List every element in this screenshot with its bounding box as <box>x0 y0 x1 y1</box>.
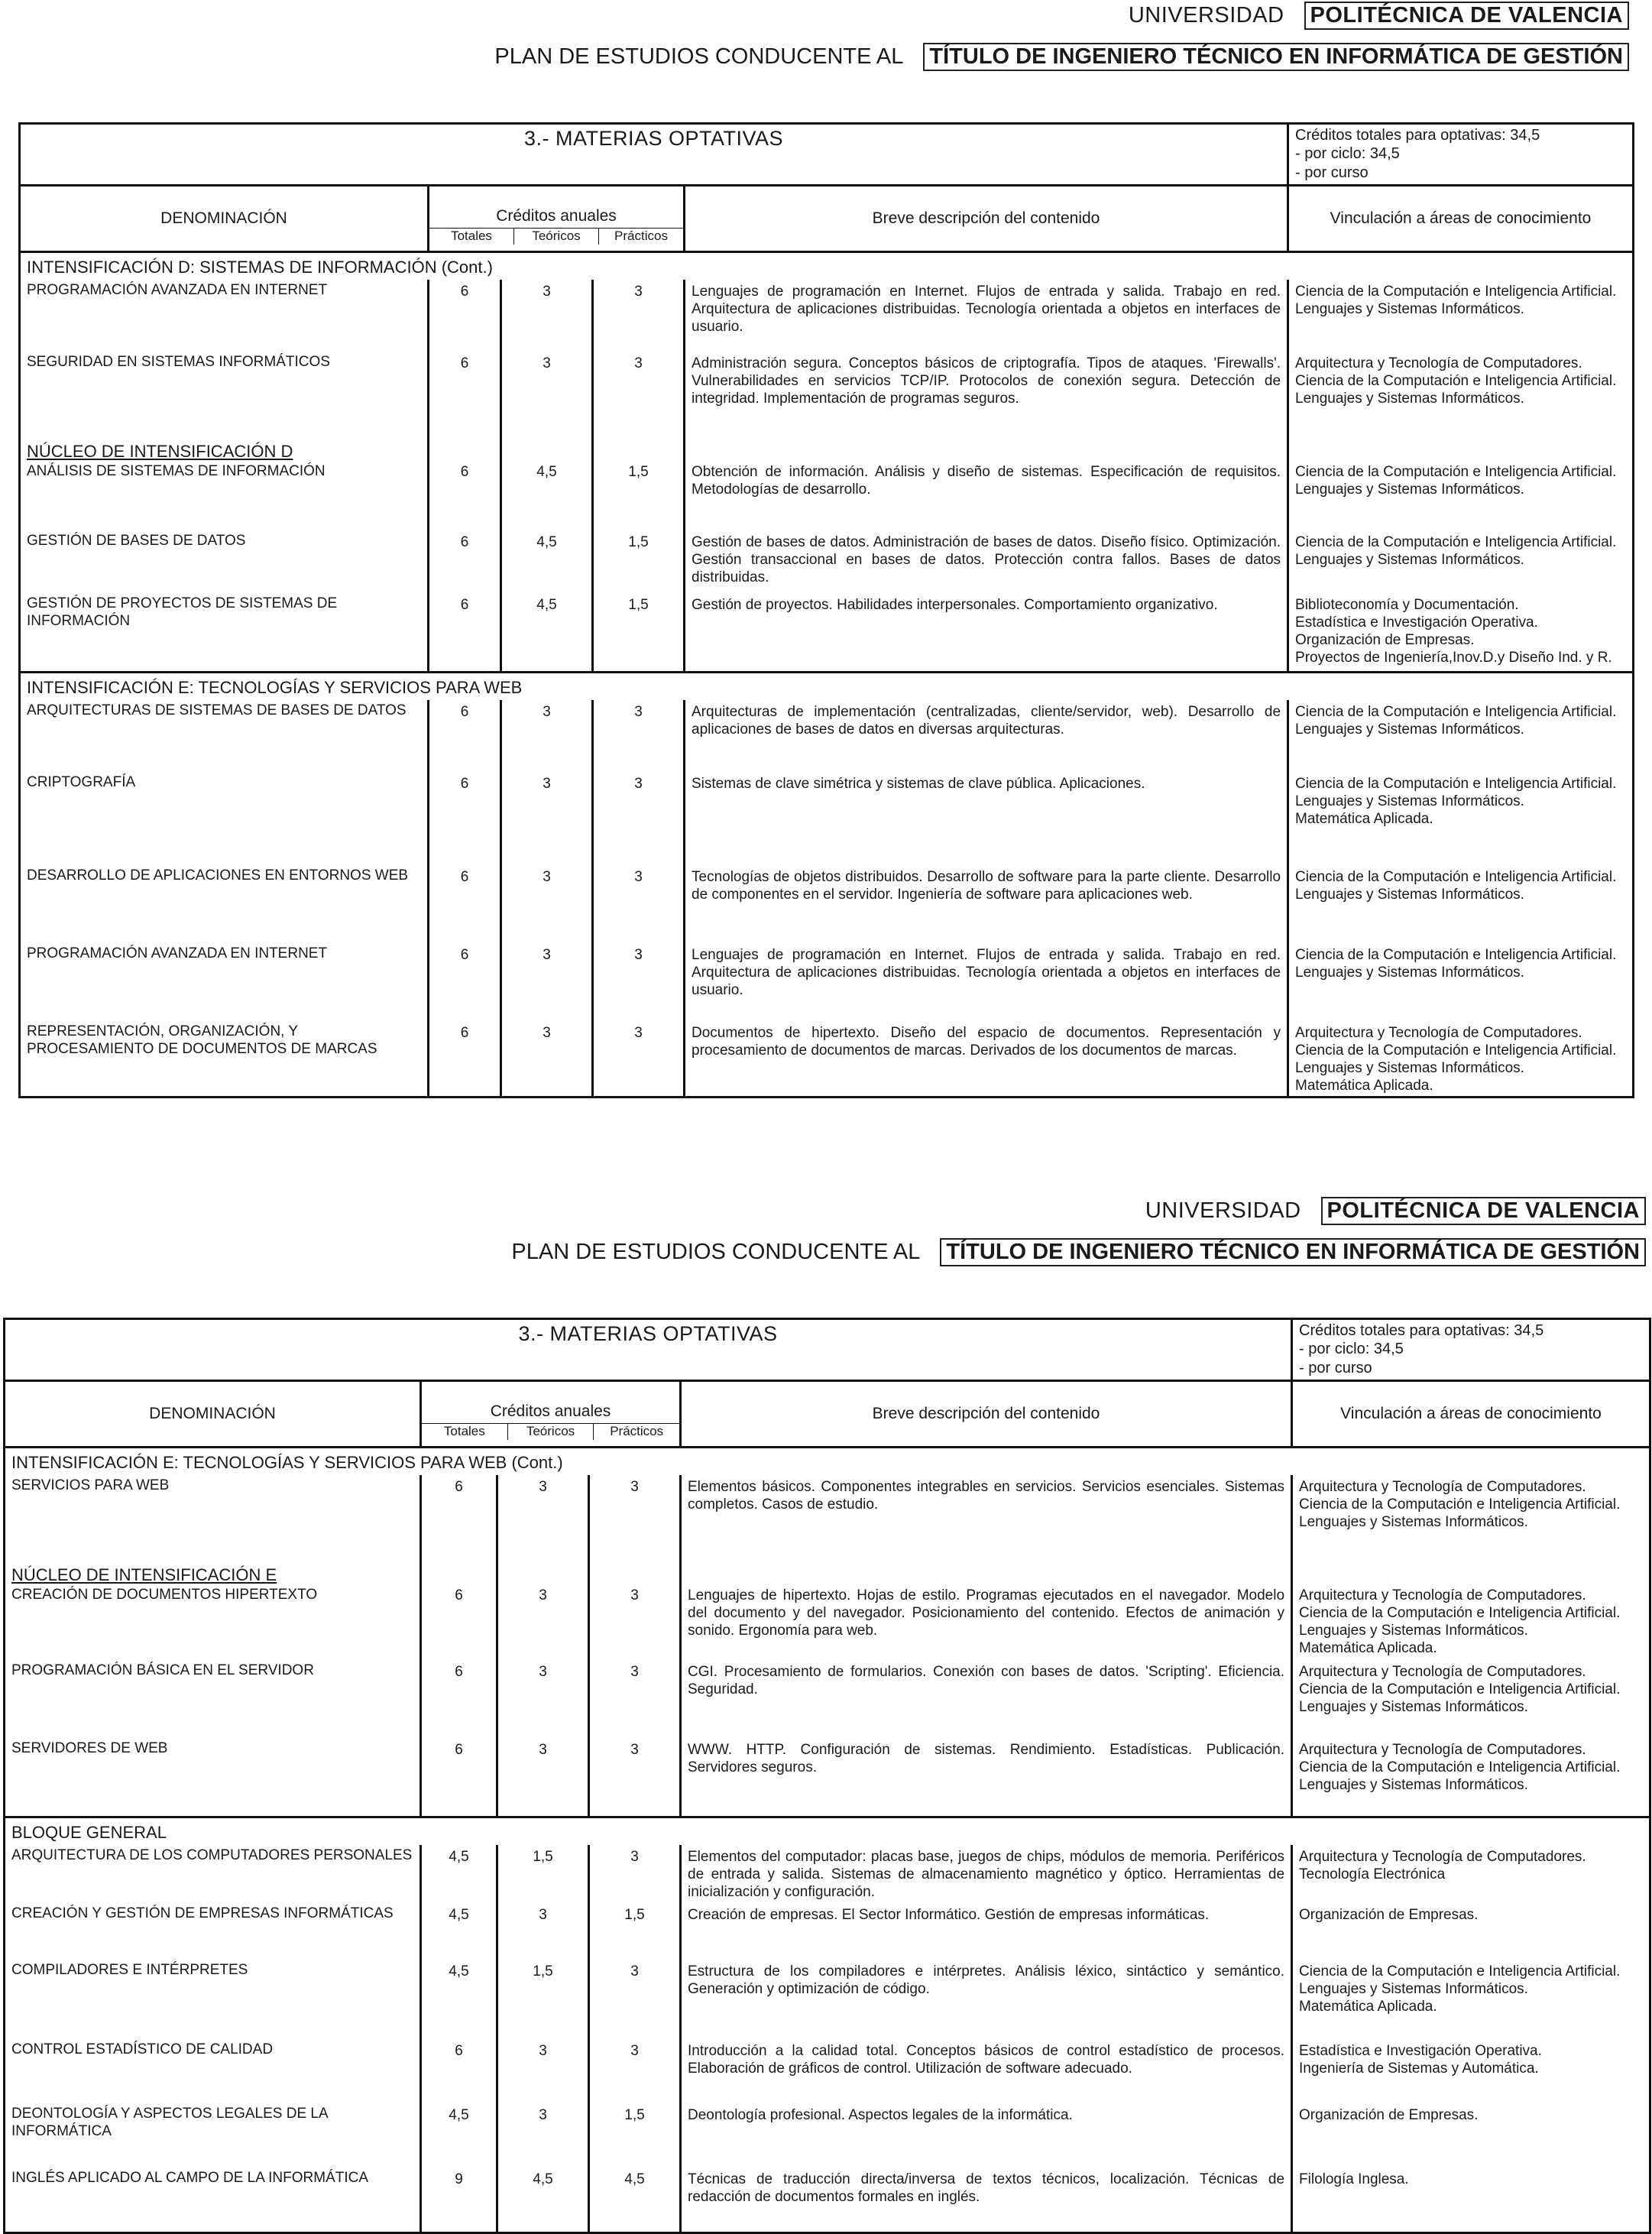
table-row <box>5 1845 1650 1903</box>
credit-teo: 1,5 <box>497 1960 589 2039</box>
creditos-line2: - por ciclo: 34,5 <box>1299 1341 1404 1358</box>
credit-tot: 6 <box>429 352 501 423</box>
area-line: Lenguajes y Sistemas Informáticos. <box>1299 1514 1528 1531</box>
course-name-cell <box>20 280 429 352</box>
area-line: Lenguajes y Sistemas Informáticos. <box>1299 1699 1528 1716</box>
credit-tot: 4,5 <box>421 2103 497 2168</box>
knowledge-areas <box>1292 2039 1650 2103</box>
area-line: Lenguajes y Sistemas Informáticos. <box>1295 793 1524 809</box>
course-name: SERVIDORES DE WEB <box>11 1740 168 1756</box>
credit-tot: 6 <box>429 1021 501 1098</box>
credit-tot: 6 <box>429 700 501 772</box>
knowledge-areas <box>1292 1660 1650 1738</box>
table-row <box>5 1903 1650 1960</box>
credit-pra: 3 <box>593 280 685 352</box>
nucleo-heading: NÚCLEO DE INTENSIFICACIÓN E <box>11 1564 277 1584</box>
university-name: POLITÉCNICA DE VALENCIA <box>1321 1197 1646 1225</box>
course-name: INGLÉS APLICADO AL CAMPO DE LA INFORMÁTICA <box>11 2169 369 2186</box>
course-name-cell <box>5 2103 421 2168</box>
course-name: CREACIÓN DE DOCUMENTOS HIPERTEXTO <box>11 1586 318 1603</box>
course-name-cell <box>20 772 429 865</box>
column-header-row <box>20 186 1634 252</box>
creditos-line1: Créditos totales para optativas: 34,5 <box>1299 1322 1544 1339</box>
area-line: Organización de Empresas. <box>1295 632 1475 649</box>
area-line: Ciencia de la Computación e Inteligencia Artificial. <box>1295 533 1617 550</box>
creditos-line2: - por ciclo: 34,5 <box>1295 145 1400 163</box>
credit-teo: 3 <box>497 1660 589 1738</box>
course-description: Tecnologías de objetos distribuidos. Desarrollo de software para la parte cliente. Desarrollo de componentes en el servidor. Ingeniería de software para aplicaciones web. <box>685 865 1288 943</box>
credit-teo: 1,5 <box>497 1845 589 1903</box>
section-header-row <box>5 1817 1650 1844</box>
course-name-cell <box>20 593 429 673</box>
knowledge-areas <box>1292 1738 1650 1817</box>
course-description: Obtención de información. Análisis y diseño de sistemas. Especificación de requisitos. Metodologías de desarrollo. <box>685 423 1288 530</box>
course-name-cell <box>5 2039 421 2103</box>
plan-title: TÍTULO DE INGENIERO TÉCNICO EN INFORMÁTICA DE GESTIÓN <box>940 1238 1646 1266</box>
credit-teo: 3 <box>497 1547 589 1660</box>
course-name-cell <box>20 865 429 943</box>
course-name-cell <box>5 1660 421 1738</box>
course-description: Lenguajes de hipertexto. Hojas de estilo. Programas ejecutados en el navegador. Modelo del documento y del navegador. Posicionamiento del contenido. Efectos de animación y sonido. Ergonomía para web. <box>681 1547 1292 1660</box>
course-name-cell <box>20 530 429 593</box>
page-1 <box>0 0 1652 1094</box>
course-name: DEONTOLOGÍA Y ASPECTOS LEGALES DE LA INFORMÁTICA <box>11 2105 328 2139</box>
knowledge-areas <box>1288 593 1634 673</box>
table-row <box>5 1960 1650 2039</box>
credit-tot: 6 <box>429 943 501 1021</box>
subheader-teoricos: Teóricos <box>507 1424 594 1440</box>
col-descripcion: Breve descripción del contenido <box>681 1381 1292 1448</box>
area-line: Arquitectura y Tecnología de Computadores. <box>1299 1663 1586 1680</box>
course-description: Administración segura. Conceptos básicos de criptografía. Tipos de ataques. 'Firewalls'. Vulnerabilidades en servicios TCP/IP. Protocolos de conexión segura. Detección de integridad. Implementación de programas seguros. <box>685 352 1288 423</box>
table-row <box>5 1738 1650 1817</box>
area-line: Ciencia de la Computación e Inteligencia Artificial. <box>1299 1963 1621 1979</box>
course-name: ANÁLISIS DE SISTEMAS DE INFORMACIÓN <box>27 462 326 479</box>
course-name-cell <box>5 1960 421 2039</box>
course-name: SEGURIDAD EN SISTEMAS INFORMÁTICOS <box>27 353 330 370</box>
section-title: INTENSIFICACIÓN D: SISTEMAS DE INFORMACIÓN (Cont.) <box>20 252 1634 280</box>
credit-pra: 1,5 <box>589 2103 681 2168</box>
creditos-anuales-label: Créditos anuales <box>496 207 617 225</box>
col-denominacion: DENOMINACIÓN <box>5 1381 421 1448</box>
col-denominacion: DENOMINACIÓN <box>20 186 429 252</box>
area-line: Proyectos de Ingeniería,Inov.D.y Diseño Ind. y R. <box>1295 650 1612 666</box>
section-title: INTENSIFICACIÓN E: TECNOLOGÍAS Y SERVICIOS PARA WEB <box>20 672 1634 699</box>
course-description: Elementos del computador: placas base, juegos de chips, módulos de memoria. Periféricos de entrada y salida. Sistemas de almacenamiento magnético y óptico. Herramientas de inicialización y configuración. <box>681 1845 1292 1903</box>
knowledge-areas <box>1288 423 1634 530</box>
area-line: Arquitectura y Tecnología de Computadores. <box>1299 1848 1586 1865</box>
course-name-cell <box>5 1845 421 1903</box>
plan-header <box>511 1238 1646 1266</box>
credit-pra: 3 <box>593 1021 685 1098</box>
creditos-line3: - por curso <box>1299 1359 1372 1376</box>
subheader-teoricos: Teóricos <box>513 229 598 245</box>
course-name-cell <box>20 700 429 772</box>
section-header-row <box>5 1448 1650 1475</box>
optativas-table <box>3 1318 1651 2234</box>
title-row <box>20 124 1634 186</box>
credit-tot: 4,5 <box>421 1960 497 2039</box>
course-description: Deontología profesional. Aspectos legales de la informática. <box>681 2103 1292 2168</box>
creditos-line3: - por curso <box>1295 164 1369 181</box>
course-name: CREACIÓN Y GESTIÓN DE EMPRESAS INFORMÁTICAS <box>11 1905 394 1921</box>
table-row <box>5 1475 1650 1547</box>
course-name: CRIPTOGRAFÍA <box>27 773 136 790</box>
credit-pra: 1,5 <box>593 423 685 530</box>
area-line: Lenguajes y Sistemas Informáticos. <box>1299 1980 1528 1997</box>
credit-tot: 6 <box>421 2039 497 2103</box>
credit-tot: 6 <box>429 530 501 593</box>
creditos-anuales-label: Créditos anuales <box>490 1402 611 1420</box>
optativas-table <box>18 122 1634 1098</box>
col-descripcion: Breve descripción del contenido <box>685 186 1288 252</box>
subheader-practicos: Prácticos <box>598 229 683 245</box>
credit-pra: 3 <box>589 1960 681 2039</box>
table-title: 3.- MATERIAS OPTATIVAS <box>5 1319 1292 1381</box>
area-line: Matemática Aplicada. <box>1295 1078 1433 1094</box>
course-name-cell <box>5 2168 421 2233</box>
credit-teo: 3 <box>501 1021 593 1098</box>
area-line: Biblioteconomía y Documentación. <box>1295 596 1519 613</box>
credit-tot: 6 <box>429 423 501 530</box>
table-row <box>5 1547 1650 1660</box>
course-description: Sistemas de clave simétrica y sistemas de clave pública. Aplicaciones. <box>685 772 1288 865</box>
col-vinculacion: Vinculación a áreas de conocimiento <box>1288 186 1634 252</box>
knowledge-areas <box>1292 1960 1650 2039</box>
credit-pra: 3 <box>593 700 685 772</box>
table-row <box>20 1021 1634 1098</box>
area-line: Ciencia de la Computación e Inteligencia Artificial. <box>1295 775 1617 792</box>
credit-tot: 6 <box>429 772 501 865</box>
credit-tot: 6 <box>429 280 501 352</box>
knowledge-areas <box>1288 943 1634 1021</box>
credit-pra: 3 <box>589 1547 681 1660</box>
area-line: Estadística e Investigación Operativa. <box>1295 614 1538 631</box>
credit-pra: 3 <box>589 1660 681 1738</box>
credit-tot: 6 <box>421 1475 497 1547</box>
table-row <box>20 700 1634 772</box>
course-name: CONTROL ESTADÍSTICO DE CALIDAD <box>11 2041 274 2057</box>
credit-tot: 6 <box>429 593 501 673</box>
area-line: Lenguajes y Sistemas Informáticos. <box>1295 481 1524 498</box>
area-line: Ciencia de la Computación e Inteligencia Artificial. <box>1295 703 1617 720</box>
area-line: Lenguajes y Sistemas Informáticos. <box>1299 1623 1528 1639</box>
area-line: Matemática Aplicada. <box>1299 1999 1437 2015</box>
course-description: Lenguajes de programación en Internet. Flujos de entrada y salida. Trabajo en red. Arquitectura de aplicaciones distribuidas. Tecnología orientada a objetos en interfaces de usuario. <box>685 280 1288 352</box>
credit-teo: 4,5 <box>501 423 593 530</box>
credit-tot: 4,5 <box>421 1845 497 1903</box>
knowledge-areas <box>1288 1021 1634 1098</box>
section-title: BLOQUE GENERAL <box>5 1817 1650 1844</box>
area-line: Lenguajes y Sistemas Informáticos. <box>1295 721 1524 738</box>
course-description: Lenguajes de programación en Internet. Flujos de entrada y salida. Trabajo en red. Arquitectura de aplicaciones distribuidas. Tecnología orientada a objetos en interfaces de usuario. <box>685 943 1288 1021</box>
area-line: Ciencia de la Computación e Inteligencia Artificial. <box>1295 868 1617 885</box>
knowledge-areas <box>1288 352 1634 423</box>
credit-teo: 3 <box>497 1903 589 1960</box>
plan-label: PLAN DE ESTUDIOS CONDUCENTE AL <box>494 44 904 69</box>
knowledge-areas <box>1292 1547 1650 1660</box>
nucleo-heading: NÚCLEO DE INTENSIFICACIÓN D <box>27 441 293 461</box>
credit-teo: 3 <box>501 772 593 865</box>
col-creditos <box>429 186 685 252</box>
credit-teo: 4,5 <box>501 530 593 593</box>
knowledge-areas <box>1288 772 1634 865</box>
credit-teo: 3 <box>501 943 593 1021</box>
area-line: Lenguajes y Sistemas Informáticos. <box>1295 552 1524 568</box>
credit-teo: 3 <box>501 865 593 943</box>
credit-tot: 6 <box>421 1660 497 1738</box>
course-name-cell <box>20 943 429 1021</box>
knowledge-areas <box>1292 1475 1650 1547</box>
page-2 <box>0 1185 1652 2209</box>
table-row <box>20 943 1634 1021</box>
area-line: Ciencia de la Computación e Inteligencia Artificial. <box>1295 946 1617 963</box>
subheader-practicos: Prácticos <box>593 1424 679 1440</box>
course-name: ARQUITECTURAS DE SISTEMAS DE BASES DE DATOS <box>27 702 407 718</box>
course-description: Arquitecturas de implementación (centralizadas, cliente/servidor, web). Desarrollo de aplicaciones de bases de datos en diversas arquitecturas. <box>685 700 1288 772</box>
course-description: Técnicas de traducción directa/inversa de textos técnicos, localización. Técnicas de redacción de documentos formales en inglés. <box>681 2168 1292 2233</box>
area-line: Estadística e Investigación Operativa. <box>1299 2042 1542 2059</box>
course-name-cell <box>5 1475 421 1547</box>
course-description: WWW. HTTP. Configuración de sistemas. Rendimiento. Estadísticas. Publicación. Servidores seguros. <box>681 1738 1292 1817</box>
course-description: Gestión de bases de datos. Administración de bases de datos. Diseño físico. Optimización. Gestión transaccional en bases de datos. Protección contra fallos. Bases de datos distribuidas. <box>685 530 1288 593</box>
creditos-subheaders <box>429 228 683 245</box>
area-line: Lenguajes y Sistemas Informáticos. <box>1295 886 1524 903</box>
area-line: Organización de Empresas. <box>1299 2106 1479 2123</box>
credit-teo: 3 <box>501 280 593 352</box>
table-row <box>20 280 1634 352</box>
course-name: REPRESENTACIÓN, ORGANIZACIÓN, Y PROCESAMIENTO DE DOCUMENTOS DE MARCAS <box>27 1023 377 1057</box>
credit-pra: 4,5 <box>589 2168 681 2233</box>
table-row <box>5 2103 1650 2168</box>
area-line: Lenguajes y Sistemas Informáticos. <box>1295 1060 1524 1076</box>
col-creditos <box>421 1381 681 1448</box>
area-line: Arquitectura y Tecnología de Computadores. <box>1295 1024 1582 1041</box>
course-description: Documentos de hipertexto. Diseño del espacio de documentos. Representación y procesamiento de documentos de marcas. Derivados de los documentos de marcas. <box>685 1021 1288 1098</box>
course-name: PROGRAMACIÓN BÁSICA EN EL SERVIDOR <box>11 1662 314 1678</box>
col-vinculacion: Vinculación a áreas de conocimiento <box>1292 1381 1650 1448</box>
area-line: Arquitectura y Tecnología de Computadores. <box>1295 355 1582 371</box>
course-description: Gestión de proyectos. Habilidades interpersonales. Comportamiento organizativo. <box>685 593 1288 673</box>
course-name: SERVICIOS PARA WEB <box>11 1477 170 1493</box>
course-name: PROGRAMACIÓN AVANZADA EN INTERNET <box>27 945 328 961</box>
table-row <box>20 352 1634 423</box>
knowledge-areas <box>1288 280 1634 352</box>
creditos-totales <box>1288 124 1634 186</box>
course-name: GESTIÓN DE BASES DE DATOS <box>27 532 246 549</box>
course-name: ARQUITECTURA DE LOS COMPUTADORES PERSONALES <box>11 1847 413 1863</box>
table-row <box>5 2039 1650 2103</box>
course-name: DESARROLLO DE APLICACIONES EN ENTORNOS WEB <box>27 867 409 884</box>
credit-pra: 1,5 <box>589 1903 681 1960</box>
knowledge-areas <box>1292 2168 1650 2233</box>
table-row <box>5 2168 1650 2233</box>
credit-teo: 3 <box>501 352 593 423</box>
credit-pra: 3 <box>593 352 685 423</box>
credit-tot: 6 <box>421 1547 497 1660</box>
course-name: GESTIÓN DE PROYECTOS DE SISTEMAS DE INFORMACIÓN <box>27 595 338 629</box>
area-line: Filología Inglesa. <box>1299 2171 1409 2187</box>
knowledge-areas <box>1292 1903 1650 1960</box>
credit-teo: 3 <box>497 2039 589 2103</box>
area-line: Ciencia de la Computación e Inteligencia Artificial. <box>1295 283 1617 300</box>
section-title: INTENSIFICACIÓN E: TECNOLOGÍAS Y SERVICIOS PARA WEB (Cont.) <box>5 1448 1650 1475</box>
table-row <box>20 865 1634 943</box>
section-header-row <box>20 672 1634 699</box>
knowledge-areas <box>1288 865 1634 943</box>
subheader-totales: Totales <box>451 229 492 243</box>
knowledge-areas <box>1288 530 1634 593</box>
credit-teo: 3 <box>497 1738 589 1817</box>
credit-tot: 6 <box>429 865 501 943</box>
credit-pra: 3 <box>589 1475 681 1547</box>
area-line: Arquitectura y Tecnología de Computadores. <box>1299 1478 1586 1495</box>
area-line: Organización de Empresas. <box>1299 1906 1479 1923</box>
course-description: Estructura de los compiladores e intérpretes. Análisis léxico, sintáctico y semántico. Generación y optimización de código. <box>681 1960 1292 2039</box>
credit-tot: 6 <box>421 1738 497 1817</box>
credit-pra: 3 <box>593 943 685 1021</box>
area-line: Ciencia de la Computación e Inteligencia Artificial. <box>1299 1759 1621 1775</box>
credit-pra: 3 <box>593 865 685 943</box>
credit-pra: 3 <box>593 772 685 865</box>
column-header-row <box>5 1381 1650 1448</box>
university-label: UNIVERSIDAD <box>1128 3 1284 28</box>
course-name-cell <box>5 1903 421 1960</box>
creditos-line1: Créditos totales para optativas: 34,5 <box>1295 127 1540 144</box>
area-line: Lenguajes y Sistemas Informáticos. <box>1295 391 1524 407</box>
university-header <box>1129 2 1629 30</box>
table-row <box>20 772 1634 865</box>
credit-tot: 4,5 <box>421 1903 497 1960</box>
course-name: PROGRAMACIÓN AVANZADA EN INTERNET <box>27 281 328 298</box>
area-line: Ciencia de la Computación e Inteligencia Artificial. <box>1295 463 1617 480</box>
credit-teo: 3 <box>497 1475 589 1547</box>
table-row <box>20 593 1634 673</box>
course-description: CGI. Procesamiento de formularios. Conexión con bases de datos. 'Scripting'. Eficiencia. Seguridad. <box>681 1660 1292 1738</box>
table-row <box>5 1660 1650 1738</box>
title-row <box>5 1319 1650 1381</box>
creditos-subheaders <box>422 1423 679 1440</box>
table-row <box>20 423 1634 530</box>
credit-teo: 4,5 <box>497 2168 589 2233</box>
knowledge-areas <box>1292 2103 1650 2168</box>
university-name: POLITÉCNICA DE VALENCIA <box>1304 2 1629 30</box>
area-line: Matemática Aplicada. <box>1299 1640 1437 1657</box>
credit-pra: 1,5 <box>593 530 685 593</box>
area-line: Matemática Aplicada. <box>1295 811 1433 827</box>
area-line: Ciencia de la Computación e Inteligencia Artificial. <box>1295 1042 1617 1059</box>
credit-pra: 3 <box>589 2039 681 2103</box>
credit-pra: 3 <box>589 1738 681 1817</box>
course-description: Creación de empresas. El Sector Informático. Gestión de empresas informáticas. <box>681 1903 1292 1960</box>
table-title: 3.- MATERIAS OPTATIVAS <box>20 124 1288 186</box>
area-line: Lenguajes y Sistemas Informáticos. <box>1295 301 1524 317</box>
course-name-cell <box>20 423 429 530</box>
knowledge-areas <box>1292 1845 1650 1903</box>
area-line: Tecnología Electrónica <box>1299 1866 1446 1882</box>
creditos-totales <box>1292 1319 1650 1381</box>
knowledge-areas <box>1288 700 1634 772</box>
credit-teo: 3 <box>501 700 593 772</box>
credit-teo: 3 <box>497 2103 589 2168</box>
credit-pra: 3 <box>589 1845 681 1903</box>
area-line: Ciencia de la Computación e Inteligencia Artificial. <box>1295 373 1617 389</box>
credit-teo: 4,5 <box>501 593 593 673</box>
course-description: Introducción a la calidad total. Conceptos básicos de control estadístico de procesos. Elaboración de gráficos de control. Utilización de software adecuado. <box>681 2039 1292 2103</box>
plan-label: PLAN DE ESTUDIOS CONDUCENTE AL <box>511 1240 921 1264</box>
area-line: Ciencia de la Computación e Inteligencia Artificial. <box>1299 1681 1621 1697</box>
table-row <box>20 530 1634 593</box>
area-line: Arquitectura y Tecnología de Computadores. <box>1299 1587 1586 1603</box>
plan-title: TÍTULO DE INGENIERO TÉCNICO EN INFORMÁTICA DE GESTIÓN <box>923 43 1629 71</box>
university-label: UNIVERSIDAD <box>1145 1198 1301 1223</box>
course-name-cell <box>5 1547 421 1660</box>
course-description: Elementos básicos. Componentes integrables en servicios. Servicios esenciales. Sistemas completos. Casos de estudio. <box>681 1475 1292 1547</box>
plan-header <box>494 43 1629 71</box>
course-name-cell <box>20 1021 429 1098</box>
area-line: Ciencia de la Computación e Inteligencia Artificial. <box>1299 1496 1621 1513</box>
area-line: Arquitectura y Tecnología de Computadores. <box>1299 1741 1586 1758</box>
section-header-row <box>20 252 1634 280</box>
area-line: Ciencia de la Computación e Inteligencia Artificial. <box>1299 1605 1621 1621</box>
area-line: Lenguajes y Sistemas Informáticos. <box>1295 964 1524 981</box>
subheader-totales: Totales <box>443 1424 485 1438</box>
course-name-cell <box>5 1738 421 1817</box>
course-name: COMPILADORES E INTÉRPRETES <box>11 1961 248 1978</box>
area-line: Ingeniería de Sistemas y Automática. <box>1299 2060 1539 2077</box>
credit-pra: 1,5 <box>593 593 685 673</box>
credit-tot: 9 <box>421 2168 497 2233</box>
university-header <box>1145 1197 1646 1225</box>
course-name-cell <box>20 352 429 423</box>
area-line: Lenguajes y Sistemas Informáticos. <box>1299 1777 1528 1794</box>
